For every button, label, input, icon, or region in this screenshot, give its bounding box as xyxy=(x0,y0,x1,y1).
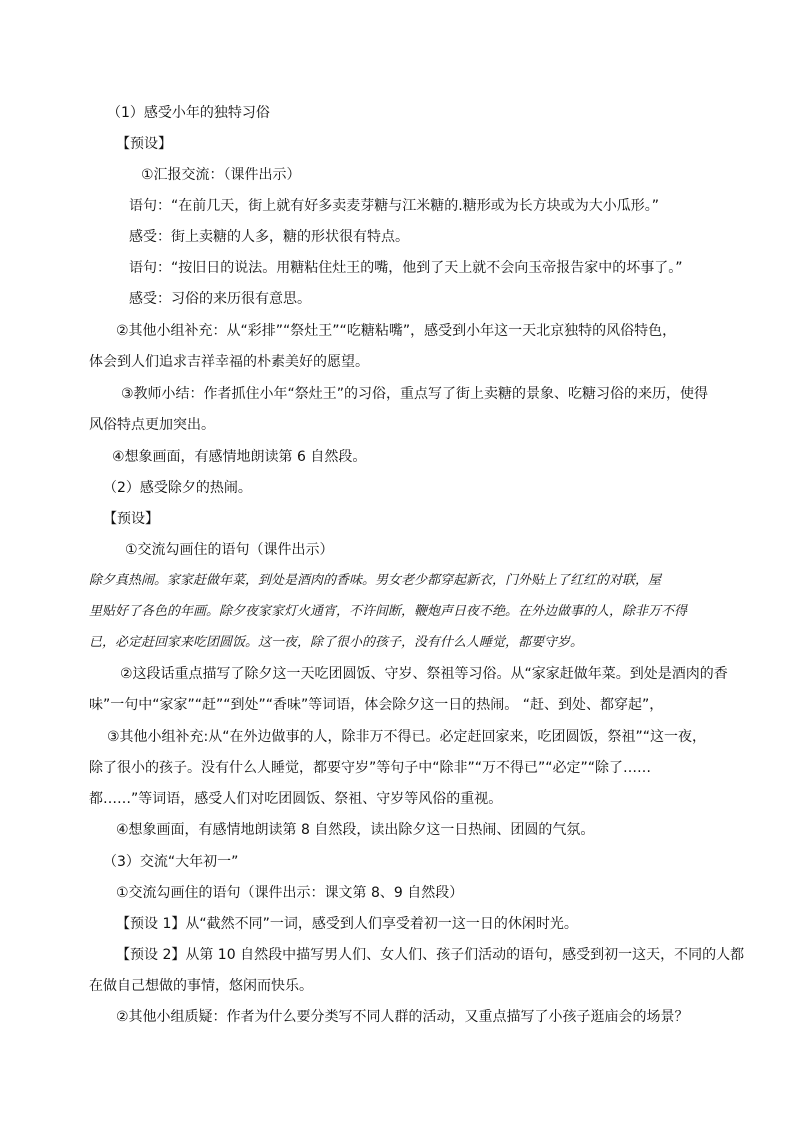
paragraph-line: 味”一句中“家家”“赶”“到处”“香味”等词语，体会除夕这一日的热闹。 “赶、到处、都穿起”， xyxy=(89,697,664,713)
list-item: ①交流勾画住的语句（课件出示：课文第 8、9 自然段） xyxy=(116,885,464,901)
excerpt-line: 里贴好了各色的年画。除夕夜家家灯火通宵，不许间断，鞭炮声日夜不绝。在外边做事的人，除非万不得 xyxy=(89,604,688,619)
paragraph-line: 【预设 1】从“截然不同”一词，感受到人们享受着初一这一日的休闲时光。 xyxy=(116,916,578,932)
list-item: ④想象画面，有感情地朗读第 6 自然段。 xyxy=(112,449,367,465)
section-2-title: （2）感受除夕的热闹。 xyxy=(103,480,252,496)
paragraph-line: 都……”等词语，感受人们对吃团圆饭、祭祖、守岁等风俗的重视。 xyxy=(89,791,503,807)
section-1-title: （1）感受小年的独特习俗 xyxy=(107,105,270,121)
paragraph-line: 在做自己想做的事情，悠闲而快乐。 xyxy=(89,978,313,994)
paragraph-line: 【预设 2】从第 10 自然段中描写男人们、女人们、孩子们活动的语句，感受到初一这天，不同的人都 xyxy=(116,947,745,963)
paragraph-line: 体会到人们追求吉祥幸福的朴素美好的愿望。 xyxy=(89,354,369,370)
quote-sentence: 语句：“在前几天，街上就有好多卖麦芽糖与江米糖的.糖形或为长方块或为大小瓜形。” xyxy=(129,198,659,214)
paragraph-line: 除了很小的孩子。没有什么人睡觉，都要守岁”等句子中“除非”“万不得已”“必定”“除了…… xyxy=(89,760,652,776)
excerpt-line: 除夕真热闹。家家赶做年菜，到处是酒肉的香味。男女老少都穿起新衣，门外贴上了红红的对联，屋 xyxy=(89,573,662,588)
excerpt-line: 已，必定赶回家来吃团圆饭。这一夜，除了很小的孩子，没有什么人睡觉，都要守岁。 xyxy=(89,635,584,650)
quote-sentence: 语句：“按旧日的说法。用糖粘住灶王的嘴，他到了天上就不会向玉帝报告家中的坏事了。” xyxy=(129,260,683,276)
preset-label: 【预设】 xyxy=(103,511,159,527)
feeling-text: 感受：街上卖糖的人多，糖的形状很有特点。 xyxy=(129,229,409,245)
list-item: ①汇报交流：（课件出示） xyxy=(141,167,301,183)
list-item: ①交流勾画住的语句（课件出示） xyxy=(125,542,334,558)
feeling-text: 感受：习俗的来历很有意思。 xyxy=(129,291,311,307)
paragraph-line: 风俗特点更加突出。 xyxy=(89,417,215,433)
paragraph-line: ②其他小组补充：从“彩排”“祭灶王”“吃糖粘嘴”，感受到小年这一天北京独特的风俗特色， xyxy=(116,323,677,339)
list-item: ④想象画面，有感情地朗读第 8 自然段，读出除夕这一日热闹、团圆的气氛。 xyxy=(116,822,595,838)
section-3-title: （3）交流“大年初一” xyxy=(103,854,239,870)
preset-label: 【预设】 xyxy=(116,136,172,152)
list-item: ②其他小组质疑：作者为什么要分类写不同人群的活动，又重点描写了小孩子逛庙会的场景？ xyxy=(116,1009,689,1025)
paragraph-line: ③其他小组补充:从“在外边做事的人，除非万不得已。必定赶回家来，吃团圆饭，祭祖”“这一夜， xyxy=(107,729,707,745)
paragraph-line: ③教师小结：作者抓住小年“祭灶王”的习俗，重点写了街上卖糖的景象、吃糖习俗的来历，使得 xyxy=(121,386,709,402)
paragraph-line: ②这段话重点描写了除夕这一天吃团圆饭、守岁、祭祖等习俗。从“家家赶做年菜。到处是酒肉的香 xyxy=(120,666,728,682)
